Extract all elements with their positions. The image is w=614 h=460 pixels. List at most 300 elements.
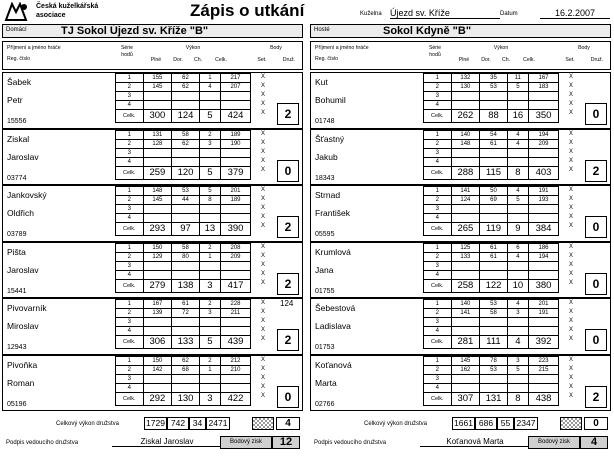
series-value	[172, 214, 200, 223]
player-total-value: 306	[143, 336, 172, 349]
series-number: 3	[116, 374, 144, 383]
series-value	[221, 270, 251, 279]
series-value	[529, 157, 559, 166]
series-value	[480, 318, 508, 327]
player-total-value: 138	[172, 279, 200, 292]
player-series-table	[115, 130, 251, 180]
series-number: 4	[424, 101, 452, 110]
series-value	[507, 92, 528, 101]
player-extra-value: 124	[280, 299, 294, 308]
series-value	[480, 101, 508, 110]
player-total-value: 5	[199, 110, 220, 123]
set-mark-x: X	[260, 110, 265, 116]
set-mark-x: X	[568, 196, 573, 202]
series-value: 150	[143, 356, 172, 365]
series-value: 3	[507, 356, 528, 365]
player-reg-number: 05196	[7, 400, 27, 408]
player-points: 0	[277, 160, 299, 182]
player-block	[2, 355, 303, 412]
player-last-name: Pišta	[7, 246, 26, 257]
series-value	[529, 383, 559, 392]
player-last-name: Jankovský	[7, 190, 47, 200]
player-points: 0	[585, 329, 607, 351]
series-value: 4	[507, 187, 528, 196]
series-value	[529, 101, 559, 110]
player-total-value: 124	[172, 110, 200, 123]
player-total-value: 288	[451, 166, 480, 179]
series-value	[480, 214, 508, 223]
player-total-value: 3	[199, 279, 220, 292]
set-mark-x: X	[260, 214, 265, 220]
series-number: 4	[116, 214, 144, 223]
series-value: 58	[172, 243, 200, 252]
series-number: 1	[424, 130, 452, 139]
series-value	[221, 214, 251, 223]
series-value	[507, 157, 528, 166]
set-mark-x: X	[568, 92, 573, 98]
series-value: 72	[172, 309, 200, 318]
series-value: 189	[221, 130, 251, 139]
player-reg-number: 18343	[315, 174, 335, 182]
series-value	[507, 374, 528, 383]
series-value: 140	[451, 130, 480, 139]
player-total-value: 3	[199, 392, 220, 405]
player-total-value: 300	[143, 110, 172, 123]
series-value: 207	[221, 83, 251, 92]
series-number: 3	[116, 92, 144, 101]
player-points: 2	[277, 273, 299, 295]
series-number: 3	[116, 261, 144, 270]
series-value: 210	[221, 365, 251, 374]
team-total-label: Celkový výkon družstva	[364, 421, 428, 427]
series-value	[529, 374, 559, 383]
set-mark-x: X	[260, 336, 265, 342]
miss-header: Ch.	[501, 57, 511, 63]
series-number: 1	[424, 187, 452, 196]
player-total-value: 133	[172, 336, 200, 349]
series-value: 209	[221, 252, 251, 261]
series-value	[143, 157, 172, 166]
player-total-value: 281	[451, 336, 480, 349]
set-mark-x: X	[260, 243, 265, 250]
series-value	[221, 318, 251, 327]
series-total-label: Celk.	[424, 392, 452, 405]
set-mark-x: X	[260, 327, 265, 333]
series-value	[143, 327, 172, 336]
player-series-table	[115, 299, 251, 349]
player-first-name: Jana	[315, 264, 334, 275]
set-mark-x: X	[260, 74, 265, 80]
match-header: Druž.	[282, 57, 296, 63]
player-total-value: 119	[480, 223, 508, 236]
series-number: 4	[424, 214, 452, 223]
player-block	[310, 355, 611, 412]
series-number: 4	[116, 327, 144, 336]
series-value	[199, 261, 220, 270]
series-value	[529, 261, 559, 270]
series-value	[199, 157, 220, 166]
series-value: 4	[507, 130, 528, 139]
series-value: 2	[199, 130, 220, 139]
series-number: 2	[116, 252, 144, 261]
series-value	[221, 157, 251, 166]
series-value	[451, 148, 480, 157]
player-total-value: 424	[221, 110, 251, 123]
series-value: 69	[480, 196, 508, 205]
series-value	[199, 214, 220, 223]
series-value: 167	[529, 74, 559, 83]
player-series-table	[115, 356, 251, 406]
series-number: 3	[424, 374, 452, 383]
set-mark-x: X	[260, 92, 265, 98]
venue-value: Újezd sv. Kříže	[390, 8, 500, 19]
series-number: 1	[424, 74, 452, 83]
series-number: 1	[116, 356, 144, 365]
results-header: Výkon	[185, 45, 201, 51]
series-number: 4	[116, 101, 144, 110]
series-value	[451, 270, 480, 279]
player-first-name: Oldřich	[7, 208, 34, 218]
set-mark-x: X	[568, 130, 573, 137]
series-value	[221, 374, 251, 383]
series-value	[172, 157, 200, 166]
series-number: 2	[424, 309, 452, 318]
player-total-value: 307	[451, 392, 480, 405]
date-value: 16.2.2007	[540, 8, 610, 19]
series-value: 78	[480, 356, 508, 365]
player-reg-number: 01753	[315, 344, 335, 351]
set-mark-x: X	[260, 83, 265, 89]
series-value	[199, 374, 220, 383]
set-mark-x: X	[568, 139, 573, 146]
series-value: 186	[529, 243, 559, 252]
series-value: 2	[199, 300, 220, 309]
series-value	[172, 148, 200, 157]
series-number: 2	[116, 196, 144, 205]
bonus-value: 4	[580, 436, 608, 449]
series-number: 2	[424, 139, 452, 148]
series-value	[221, 327, 251, 336]
series-value: 139	[143, 309, 172, 318]
set-mark-x: X	[260, 130, 265, 137]
player-total-value: 5	[199, 336, 220, 349]
captain-name: Koťanová Marta	[420, 437, 530, 447]
player-total-value: 417	[221, 279, 251, 292]
player-total-value: 403	[529, 166, 559, 179]
series-value: 4	[507, 139, 528, 148]
set-mark-x: X	[260, 101, 265, 107]
set-mark-x: X	[568, 336, 573, 342]
set-mark-x: X	[568, 279, 573, 286]
series-value	[529, 318, 559, 327]
series-value	[529, 92, 559, 101]
series-value: 1	[199, 252, 220, 261]
series-value	[143, 318, 172, 327]
player-block	[2, 242, 303, 299]
series-value	[480, 157, 508, 166]
reg-header: Reg. číslo	[315, 56, 339, 62]
series-value	[480, 205, 508, 214]
series-number: 3	[116, 205, 144, 214]
player-points: 2	[585, 386, 607, 408]
player-total-value: 380	[529, 279, 559, 292]
series-value: 3	[199, 139, 220, 148]
player-first-name: Jaroslav	[7, 151, 39, 162]
series-value: 80	[172, 252, 200, 261]
series-value: 1	[199, 365, 220, 374]
series-number: 3	[424, 92, 452, 101]
series-value: 61	[480, 139, 508, 148]
set-mark-x: X	[568, 101, 573, 107]
series-value: 129	[143, 252, 172, 261]
player-first-name: Marta	[315, 377, 337, 388]
series-value	[199, 318, 220, 327]
series-value: 191	[529, 187, 559, 196]
series-value	[199, 327, 220, 336]
series-value	[451, 101, 480, 110]
series-value	[451, 214, 480, 223]
series-value	[221, 205, 251, 214]
player-series-table	[115, 73, 251, 123]
set-mark-x: X	[260, 205, 265, 211]
series-value: 191	[529, 309, 559, 318]
player-reg-number: 02766	[315, 400, 335, 408]
player-last-name: Strnad	[315, 190, 341, 200]
series-value	[143, 148, 172, 157]
series-value: 62	[172, 74, 200, 83]
player-reg-number: 03789	[7, 231, 27, 238]
series-value	[221, 92, 251, 101]
date-label: Datum	[500, 11, 518, 17]
player-block	[2, 72, 303, 129]
set-mark-x: X	[260, 187, 265, 193]
player-total-value: 120	[172, 166, 200, 179]
player-total-value: 16	[507, 110, 528, 123]
series-value: 194	[529, 130, 559, 139]
series-value: 35	[480, 74, 508, 83]
team-points-value: 4	[276, 417, 300, 430]
set-mark-x: X	[260, 279, 265, 286]
series-number: 1	[116, 130, 144, 139]
series-value: 2	[199, 356, 220, 365]
series-number: 2	[116, 309, 144, 318]
team-points-label: Bodový zisk	[528, 436, 580, 449]
player-reg-number: 12943	[7, 344, 27, 351]
away-team-name: Sokol Kdyně "B"	[383, 25, 472, 37]
series-value: 4	[507, 252, 528, 261]
player-reg-number: 01755	[315, 287, 335, 295]
series-value: 44	[172, 196, 200, 205]
series-value	[199, 92, 220, 101]
player-total-value: 258	[451, 279, 480, 292]
series-value: 142	[143, 365, 172, 374]
series-value: 1	[199, 74, 220, 83]
series-number: 1	[116, 74, 144, 83]
series-value	[451, 157, 480, 166]
player-total-value: 111	[480, 336, 508, 349]
set-mark-x: X	[260, 383, 265, 390]
series-number: 4	[424, 157, 452, 166]
set-mark-x: X	[260, 300, 265, 306]
player-total-value: 422	[221, 392, 251, 405]
series-value: 3	[507, 309, 528, 318]
team-total-label: Celkový výkon družstva	[56, 421, 120, 427]
series-value	[143, 270, 172, 279]
player-block	[310, 72, 611, 129]
series-value: 208	[221, 243, 251, 252]
series-total-label: Celk.	[424, 279, 452, 292]
series-value	[451, 374, 480, 383]
series-number: 3	[424, 318, 452, 327]
player-total-value: 8	[507, 166, 528, 179]
player-series-table	[423, 186, 559, 236]
series-value	[143, 205, 172, 214]
series-number: 1	[424, 356, 452, 365]
series-total-label: Celk.	[116, 223, 144, 236]
series-value	[480, 148, 508, 157]
team-total-value: 686	[475, 417, 497, 430]
bonus-value: 12	[272, 436, 300, 449]
series-number: 4	[424, 383, 452, 392]
set-mark-x: X	[260, 261, 265, 268]
series-value: 215	[529, 365, 559, 374]
series-value	[507, 101, 528, 110]
series-value	[172, 261, 200, 270]
set-mark-x: X	[260, 365, 265, 372]
series-value	[199, 101, 220, 110]
home-label: Domácí	[6, 27, 27, 33]
series-number: 3	[116, 318, 144, 327]
series-value	[221, 148, 251, 157]
series-value: 2	[199, 243, 220, 252]
set-mark-x: X	[260, 392, 265, 399]
full-header: Plné	[150, 57, 162, 63]
series-value: 4	[199, 83, 220, 92]
player-total-value: 97	[172, 223, 200, 236]
set-header: Set.	[257, 57, 267, 63]
series-number: 2	[424, 252, 452, 261]
series-value	[172, 383, 200, 392]
player-series-table	[423, 130, 559, 180]
series-value	[529, 205, 559, 214]
away-team-bar	[310, 24, 611, 38]
set-mark-x: X	[568, 223, 573, 229]
series-number: 2	[116, 365, 144, 374]
series-value: 150	[143, 243, 172, 252]
series-value	[199, 205, 220, 214]
set-mark-x: X	[260, 196, 265, 202]
series-value: 5	[507, 365, 528, 374]
set-mark-x: X	[568, 270, 573, 277]
clear-header: Dor.	[481, 57, 491, 63]
series-value	[199, 148, 220, 157]
series-value	[451, 205, 480, 214]
player-series-table	[115, 243, 251, 293]
series-value	[507, 205, 528, 214]
series-value: 8	[199, 196, 220, 205]
series-value: 61	[480, 243, 508, 252]
checker-cell	[252, 417, 274, 430]
series-value: 61	[172, 300, 200, 309]
series-value: 132	[451, 74, 480, 83]
set-mark-x: X	[260, 223, 265, 229]
series-value: 133	[451, 252, 480, 261]
captain-name: Ziskal Jaroslav	[112, 437, 222, 447]
player-points: 0	[585, 216, 607, 238]
player-block	[310, 242, 611, 299]
points-header: Body	[270, 45, 282, 51]
series-value: 130	[451, 83, 480, 92]
series-total-label: Celk.	[424, 110, 452, 123]
series-value	[480, 327, 508, 336]
federation-logo	[4, 2, 30, 22]
player-series-table	[423, 73, 559, 123]
set-mark-x: X	[568, 157, 573, 164]
series-value: 128	[143, 139, 172, 148]
set-mark-x: X	[568, 383, 573, 390]
series-value: 212	[221, 356, 251, 365]
player-points: 2	[277, 329, 299, 351]
player-total-value: 88	[480, 110, 508, 123]
set-mark-x: X	[568, 148, 573, 155]
set-mark-x: X	[260, 356, 265, 363]
player-series-table	[423, 299, 559, 349]
set-mark-x: X	[568, 166, 573, 173]
series-value: 62	[172, 83, 200, 92]
series-value	[143, 214, 172, 223]
series-value: 58	[480, 309, 508, 318]
player-series-table	[115, 186, 251, 236]
series-value: 183	[529, 83, 559, 92]
page-title: Zápis o utkání	[190, 1, 305, 20]
series-value	[451, 261, 480, 270]
player-series-table	[423, 243, 559, 293]
player-last-name: Ziskal	[7, 133, 30, 144]
home-team-bar	[2, 24, 303, 38]
team-total-value: 742	[167, 417, 189, 430]
series-value: 167	[143, 300, 172, 309]
series-value: 5	[507, 196, 528, 205]
player-total-value: 262	[451, 110, 480, 123]
player-reg-number: 05595	[315, 231, 335, 238]
player-first-name: Bohumil	[315, 95, 346, 105]
series-value: 131	[143, 130, 172, 139]
checker-cell	[560, 417, 582, 430]
team-total-value: 55	[497, 417, 514, 430]
series-value	[221, 261, 251, 270]
series-value	[221, 101, 251, 110]
player-points: 2	[277, 216, 299, 238]
series-value	[143, 261, 172, 270]
series-number: 3	[424, 205, 452, 214]
home-team-name: TJ Sokol Újezd sv. Kříže "B"	[61, 25, 209, 37]
series-total-label: Celk.	[424, 166, 452, 179]
player-total-value: 8	[507, 392, 528, 405]
series-value: 189	[221, 196, 251, 205]
player-total-value: 131	[480, 392, 508, 405]
series-value	[451, 327, 480, 336]
series-value	[507, 214, 528, 223]
series-value: 209	[529, 139, 559, 148]
player-last-name: Krumlová	[315, 246, 351, 257]
player-last-name: Šabek	[7, 77, 32, 87]
player-total-value: 350	[529, 110, 559, 123]
series-header: Série hodů	[428, 45, 442, 58]
player-total-value: 13	[199, 223, 220, 236]
set-mark-x: X	[260, 252, 265, 259]
series-value: 124	[451, 196, 480, 205]
series-number: 2	[424, 365, 452, 374]
